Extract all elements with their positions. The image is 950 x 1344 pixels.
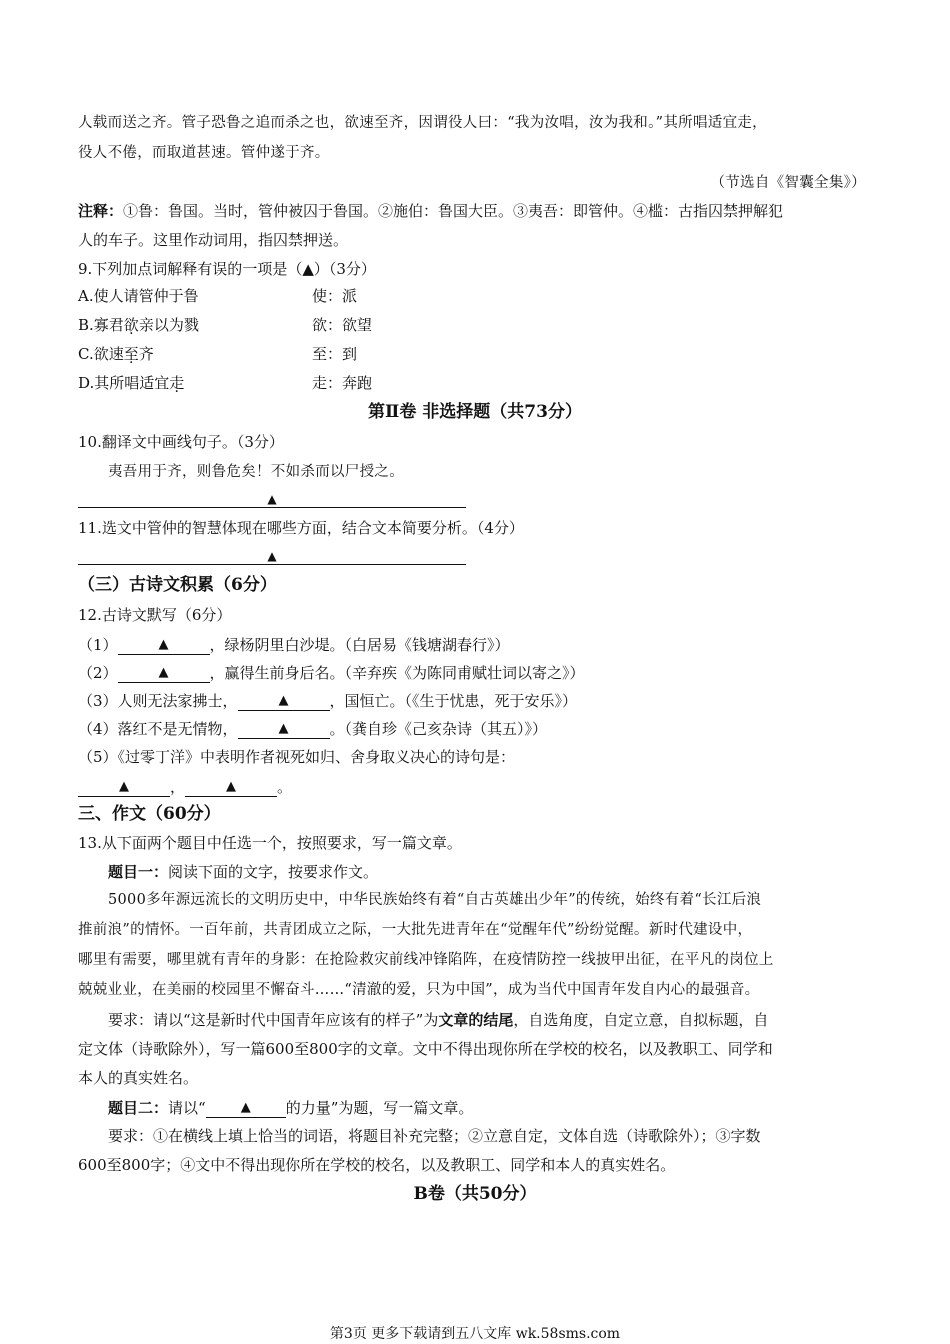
option-text: D.其所唱适宜 (78, 374, 170, 392)
notes-text: ①鲁：鲁国。当时，管仲被囚于鲁国。②施伯：鲁国大臣。③夷吾：即管仲。④槛：古指囚禁押解犯 (123, 202, 784, 220)
answer-marker: ▲ (267, 549, 277, 563)
material-line-1: 5000多年源远流长的文明历史中，中华民族始终有着“自古英雄出少年”的传统，始终有着“长江后浪 (108, 892, 762, 908)
item-text: ，赢得生前身后名。（辛弃疾《为陈同甫赋壮词以寄之》） (209, 664, 585, 682)
fill-blank[interactable] (118, 634, 210, 655)
option-text: C.欲速 (78, 345, 124, 363)
topic1-label: 题目一： (108, 863, 169, 881)
topic2-label: 题目二： (108, 1099, 169, 1117)
option-explanation: 使：派 (312, 287, 358, 305)
answer-marker: ▲ (278, 721, 289, 736)
fill-blank[interactable] (78, 776, 170, 797)
option-text: 齐 (138, 345, 154, 363)
requirement-line-1 (108, 1010, 768, 1030)
req-text: ，自选角度，自定立意，自拟标题，自 (513, 1011, 769, 1029)
q10-sentence: 夷吾用于齐，则鲁危矣！不如杀而以尸授之。 (108, 464, 404, 480)
q12-item-5: （5）《过零丁洋》中表明作者视死如归、舍身取义决心的诗句是： (78, 748, 516, 766)
answer-marker: ▲ (158, 665, 169, 680)
topic2-text: 的力量”为题，写一篇文章。 (285, 1099, 474, 1117)
topic1-intro (108, 862, 378, 882)
item-text: （2） (78, 664, 118, 682)
option-text: 亲以为戮 (138, 316, 199, 334)
passage-line-1: 人载而送之齐。管子恐鲁之追而杀之也，欲速至齐，因谓役人曰：“我为汝唱，汝为我和。”其所唱适宜走， (78, 115, 767, 131)
option-explanation: 至：到 (312, 345, 358, 363)
topic1-text: 阅读下面的文字，按要求作文。 (168, 863, 379, 881)
dotted-word: 至 (123, 345, 139, 363)
q12-stem: 12.古诗文默写（6分） (78, 606, 232, 624)
section3-title: （三）古诗文积累（6分） (78, 575, 277, 595)
q13-stem: 13.从下面两个题目中任选一个，按照要求，写一篇文章。 (78, 834, 462, 852)
q10-stem: 10.翻译文中画线句子。（3分） (78, 433, 284, 451)
answer-marker: ▲ (267, 492, 277, 506)
option-text: A.使人请管仲于鲁 (78, 287, 199, 305)
option-explanation: 走：奔跑 (312, 374, 373, 392)
answer-marker: ▲ (158, 637, 169, 652)
req-text: 要求：请以“这是新时代中国青年应该有的样子”为 (108, 1011, 439, 1029)
requirement-line-5: 600至800字；④文中不得出现你所在学校的校名，以及教职工、同学和本人的真实姓名。 (78, 1156, 676, 1174)
q12-item-2 (78, 662, 585, 683)
notes-label: 注释： (78, 202, 124, 220)
title-fill-blank[interactable] (206, 1097, 286, 1118)
q9-option-d (78, 373, 478, 393)
req-emphasis: 文章的结尾 (438, 1011, 514, 1029)
item-text: ， (170, 778, 186, 796)
item-text: （4）落红不是无情物， (78, 720, 238, 738)
composition-title: 三、作文（60分） (78, 804, 221, 824)
page-footer: 第3页 更多下载请到五八文库 wk.58sms.com (329, 1326, 621, 1342)
item-text: （3）人则无法家拂士， (78, 692, 238, 710)
requirement-line-2: 定文体（诗歌除外），写一篇600至800字的文章。文中不得出现你所在学校的校名，以及教职工、同学和 (78, 1040, 773, 1058)
topic2-text: 请以“ (168, 1099, 206, 1117)
requirement-line-3: 本人的真实姓名。 (78, 1069, 199, 1087)
q9-option-a (78, 286, 478, 306)
q11-answer-line[interactable] (78, 548, 466, 565)
fill-blank[interactable] (185, 776, 277, 797)
answer-marker: ▲ (278, 693, 289, 708)
material-line-2: 推前浪”的情怀。一百年前，共青团成立之际，一大批先进青年在“觉醒年代”纷纷觉醒。新时代建设中， (78, 922, 753, 938)
part2-title: 第Ⅱ卷 非选择题（共73分） (368, 402, 582, 422)
option-text: B.寡君 (78, 316, 124, 334)
dotted-word: 欲 (123, 316, 139, 334)
q11-stem: 11.选文中管仲的智慧体现在哪些方面，结合文本简要分析。（4分） (78, 519, 524, 537)
q9-option-b (78, 315, 478, 335)
item-text: 。（龚自珍《己亥杂诗（其五）》） (329, 720, 548, 738)
fill-blank[interactable] (238, 718, 330, 739)
topic2-line (108, 1097, 473, 1118)
requirement-line-4: 要求：①在横线上填上恰当的词语，将题目补充完整；②立意自定，文体自选（诗歌除外）；③字数 (108, 1127, 761, 1145)
item-text: （1） (78, 636, 118, 654)
answer-marker: ▲ (119, 779, 129, 794)
material-line-3: 哪里有需要，哪里就有青年的身影：在抢险救灾前线冲锋陷阵，在疫情防控一线披甲出征，在平凡的岗位上 (78, 952, 774, 968)
notes-line-2: 人的车子。这里作动词用，指囚禁押送。 (78, 231, 349, 249)
answer-marker: ▲ (226, 779, 237, 794)
section-b-title: B卷（共50分） (413, 1184, 537, 1204)
notes-line-1 (78, 201, 783, 221)
option-explanation: 欲：欲望 (312, 316, 373, 334)
q9-stem: 9.下列加点词解释有误的一项是（▲）（3分） (78, 260, 376, 278)
item-text: ，国恒亡。（《生于忧患，死于安乐》） (329, 692, 578, 710)
item-text: 。 (277, 778, 293, 796)
q12-item-4 (78, 718, 547, 739)
passage-line-2: 役人不倦，而取道甚速。管仲遂于齐。 (78, 145, 330, 161)
q12-item-3 (78, 690, 577, 711)
item-text: ，绿杨阴里白沙堤。（白居易《钱塘湖春行》） (209, 636, 510, 654)
q10-answer-line[interactable] (78, 491, 466, 508)
dotted-word: 走 (169, 374, 185, 392)
fill-blank[interactable] (118, 662, 210, 683)
passage-source: （节选自《智囊全集》） (710, 175, 866, 191)
answer-marker: ▲ (240, 1100, 251, 1115)
q9-option-c (78, 344, 478, 364)
q12-item-5-blanks (78, 776, 292, 797)
fill-blank[interactable] (238, 690, 330, 711)
material-line-4: 兢兢业业，在美丽的校园里不懈奋斗……“清澈的爱，只为中国”，成为当代中国青年发自内心的最强音。 (78, 982, 760, 998)
q12-item-1 (78, 634, 510, 655)
